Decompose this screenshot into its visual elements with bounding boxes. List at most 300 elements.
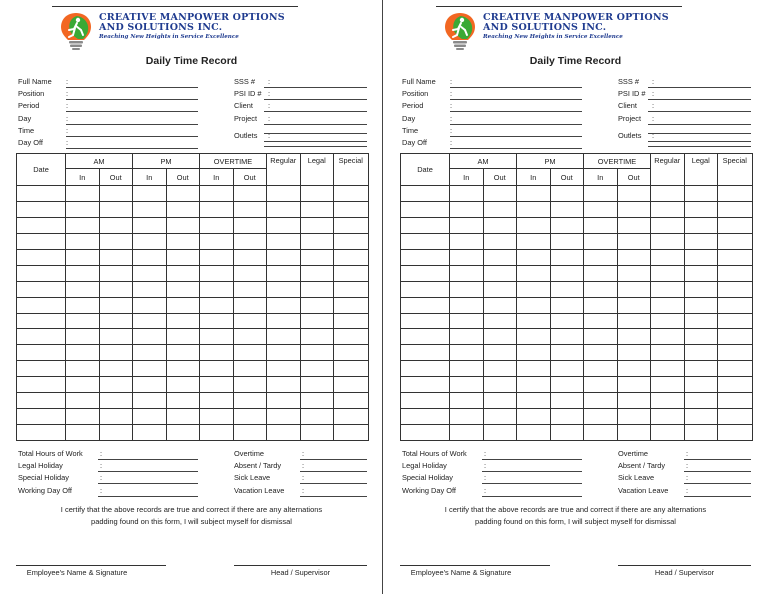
table-cell[interactable]	[651, 345, 685, 361]
table-cell[interactable]	[133, 297, 167, 313]
table-cell[interactable]	[66, 186, 100, 202]
table-cell[interactable]	[300, 186, 334, 202]
table-cell[interactable]	[200, 329, 234, 345]
table-cell[interactable]	[584, 361, 618, 377]
table-cell[interactable]	[99, 329, 133, 345]
table-cell[interactable]	[617, 201, 651, 217]
table-cell[interactable]	[651, 217, 685, 233]
table-cell[interactable]	[401, 345, 450, 361]
field-total-hours-of-work[interactable]	[482, 459, 582, 460]
table-cell[interactable]	[483, 297, 517, 313]
table-cell[interactable]	[334, 201, 369, 217]
table-cell[interactable]	[233, 265, 267, 281]
field-absent-tardy[interactable]	[684, 471, 751, 472]
table-cell[interactable]	[99, 201, 133, 217]
table-cell[interactable]	[584, 186, 618, 202]
supervisor-signature-line[interactable]	[234, 565, 367, 566]
table-cell[interactable]	[17, 409, 66, 425]
employee-signature-line[interactable]	[16, 565, 166, 566]
table-cell[interactable]	[401, 201, 450, 217]
table-cell[interactable]	[651, 281, 685, 297]
table-cell[interactable]	[66, 409, 100, 425]
table-cell[interactable]	[300, 313, 334, 329]
table-cell[interactable]	[550, 409, 584, 425]
table-cell[interactable]	[166, 281, 200, 297]
table-cell[interactable]	[300, 297, 334, 313]
field-client[interactable]	[648, 111, 751, 112]
table-cell[interactable]	[617, 297, 651, 313]
table-cell[interactable]	[334, 345, 369, 361]
table-cell[interactable]	[200, 265, 234, 281]
table-cell[interactable]	[517, 249, 551, 265]
table-cell[interactable]	[483, 425, 517, 441]
table-cell[interactable]	[651, 329, 685, 345]
table-cell[interactable]	[550, 377, 584, 393]
table-cell[interactable]	[718, 233, 753, 249]
table-cell[interactable]	[133, 201, 167, 217]
table-cell[interactable]	[99, 186, 133, 202]
table-cell[interactable]	[401, 186, 450, 202]
table-cell[interactable]	[17, 393, 66, 409]
table-cell[interactable]	[401, 217, 450, 233]
table-cell[interactable]	[401, 393, 450, 409]
table-cell[interactable]	[617, 393, 651, 409]
table-cell[interactable]	[483, 265, 517, 281]
table-cell[interactable]	[718, 393, 753, 409]
table-cell[interactable]	[450, 361, 484, 377]
table-cell[interactable]	[651, 377, 685, 393]
table-cell[interactable]	[300, 393, 334, 409]
table-cell[interactable]	[233, 377, 267, 393]
table-cell[interactable]	[617, 313, 651, 329]
table-cell[interactable]	[300, 409, 334, 425]
table-cell[interactable]	[99, 425, 133, 441]
table-cell[interactable]	[617, 233, 651, 249]
field-time[interactable]	[450, 136, 582, 137]
table-cell[interactable]	[334, 393, 369, 409]
table-cell[interactable]	[66, 425, 100, 441]
table-cell[interactable]	[233, 201, 267, 217]
field-position[interactable]	[66, 99, 198, 100]
table-cell[interactable]	[200, 393, 234, 409]
table-cell[interactable]	[267, 233, 301, 249]
table-cell[interactable]	[483, 217, 517, 233]
table-cell[interactable]	[651, 201, 685, 217]
table-cell[interactable]	[651, 361, 685, 377]
table-cell[interactable]	[584, 249, 618, 265]
table-cell[interactable]	[684, 297, 718, 313]
field-vacation-leave[interactable]	[684, 496, 751, 497]
table-cell[interactable]	[401, 265, 450, 281]
table-cell[interactable]	[718, 297, 753, 313]
table-cell[interactable]	[517, 281, 551, 297]
table-cell[interactable]	[483, 329, 517, 345]
table-cell[interactable]	[401, 233, 450, 249]
field-working-day-off[interactable]	[98, 496, 198, 497]
table-cell[interactable]	[66, 281, 100, 297]
table-cell[interactable]	[334, 409, 369, 425]
table-cell[interactable]	[651, 409, 685, 425]
table-cell[interactable]	[133, 249, 167, 265]
table-cell[interactable]	[166, 233, 200, 249]
table-cell[interactable]	[684, 361, 718, 377]
field-special-holiday[interactable]	[98, 483, 198, 484]
table-cell[interactable]	[17, 361, 66, 377]
table-cell[interactable]	[450, 297, 484, 313]
table-cell[interactable]	[133, 393, 167, 409]
table-cell[interactable]	[66, 377, 100, 393]
table-cell[interactable]	[166, 393, 200, 409]
table-cell[interactable]	[450, 329, 484, 345]
table-cell[interactable]	[517, 393, 551, 409]
table-cell[interactable]	[483, 249, 517, 265]
table-cell[interactable]	[133, 217, 167, 233]
field-absent-tardy[interactable]	[300, 471, 367, 472]
table-cell[interactable]	[233, 361, 267, 377]
table-cell[interactable]	[17, 265, 66, 281]
table-cell[interactable]	[133, 329, 167, 345]
table-cell[interactable]	[718, 186, 753, 202]
table-cell[interactable]	[483, 377, 517, 393]
table-cell[interactable]	[233, 313, 267, 329]
table-cell[interactable]	[617, 425, 651, 441]
field-outlets[interactable]	[648, 141, 751, 142]
table-cell[interactable]	[550, 281, 584, 297]
table-cell[interactable]	[17, 329, 66, 345]
table-cell[interactable]	[200, 425, 234, 441]
table-cell[interactable]	[684, 409, 718, 425]
table-cell[interactable]	[233, 217, 267, 233]
table-cell[interactable]	[233, 393, 267, 409]
field-total-hours-of-work[interactable]	[98, 459, 198, 460]
table-cell[interactable]	[550, 425, 584, 441]
table-cell[interactable]	[200, 297, 234, 313]
field-psi-id[interactable]	[648, 99, 751, 100]
table-cell[interactable]	[334, 297, 369, 313]
table-cell[interactable]	[684, 393, 718, 409]
table-cell[interactable]	[334, 329, 369, 345]
table-cell[interactable]	[267, 265, 301, 281]
table-cell[interactable]	[718, 377, 753, 393]
table-cell[interactable]	[166, 425, 200, 441]
table-cell[interactable]	[99, 217, 133, 233]
table-cell[interactable]	[517, 329, 551, 345]
table-cell[interactable]	[66, 329, 100, 345]
table-cell[interactable]	[617, 329, 651, 345]
table-cell[interactable]	[99, 313, 133, 329]
field-position[interactable]	[450, 99, 582, 100]
field-special-holiday[interactable]	[482, 483, 582, 484]
table-cell[interactable]	[584, 201, 618, 217]
table-cell[interactable]	[651, 265, 685, 281]
table-cell[interactable]	[233, 281, 267, 297]
table-cell[interactable]	[66, 217, 100, 233]
table-cell[interactable]	[550, 361, 584, 377]
field-outlets-line-2[interactable]	[264, 133, 367, 134]
field-vacation-leave[interactable]	[300, 496, 367, 497]
table-cell[interactable]	[617, 409, 651, 425]
table-cell[interactable]	[99, 281, 133, 297]
table-cell[interactable]	[483, 393, 517, 409]
table-cell[interactable]	[233, 409, 267, 425]
table-cell[interactable]	[17, 297, 66, 313]
table-cell[interactable]	[66, 361, 100, 377]
table-cell[interactable]	[99, 297, 133, 313]
field-day-off[interactable]	[450, 148, 582, 149]
table-cell[interactable]	[450, 281, 484, 297]
table-cell[interactable]	[200, 186, 234, 202]
table-cell[interactable]	[517, 377, 551, 393]
table-cell[interactable]	[267, 217, 301, 233]
table-cell[interactable]	[334, 377, 369, 393]
table-cell[interactable]	[718, 201, 753, 217]
table-cell[interactable]	[267, 186, 301, 202]
table-cell[interactable]	[550, 313, 584, 329]
table-cell[interactable]	[166, 186, 200, 202]
field-sick-leave[interactable]	[684, 483, 751, 484]
table-cell[interactable]	[584, 297, 618, 313]
table-cell[interactable]	[133, 377, 167, 393]
table-cell[interactable]	[684, 201, 718, 217]
table-cell[interactable]	[133, 425, 167, 441]
table-cell[interactable]	[651, 249, 685, 265]
table-cell[interactable]	[584, 281, 618, 297]
table-cell[interactable]	[300, 217, 334, 233]
table-cell[interactable]	[517, 217, 551, 233]
table-cell[interactable]	[133, 233, 167, 249]
table-cell[interactable]	[200, 201, 234, 217]
table-cell[interactable]	[300, 329, 334, 345]
field-outlets-line-3[interactable]	[648, 146, 751, 147]
table-cell[interactable]	[718, 345, 753, 361]
table-cell[interactable]	[517, 233, 551, 249]
field-overtime[interactable]	[300, 459, 367, 460]
table-cell[interactable]	[66, 345, 100, 361]
field-working-day-off[interactable]	[482, 496, 582, 497]
table-cell[interactable]	[66, 265, 100, 281]
table-cell[interactable]	[483, 345, 517, 361]
table-cell[interactable]	[99, 345, 133, 361]
table-cell[interactable]	[66, 233, 100, 249]
table-cell[interactable]	[17, 313, 66, 329]
table-cell[interactable]	[483, 313, 517, 329]
table-cell[interactable]	[517, 425, 551, 441]
table-cell[interactable]	[651, 186, 685, 202]
table-cell[interactable]	[584, 233, 618, 249]
table-cell[interactable]	[550, 233, 584, 249]
field-legal-holiday[interactable]	[98, 471, 198, 472]
table-cell[interactable]	[200, 361, 234, 377]
table-cell[interactable]	[66, 297, 100, 313]
table-cell[interactable]	[133, 345, 167, 361]
table-cell[interactable]	[300, 265, 334, 281]
table-cell[interactable]	[133, 265, 167, 281]
table-cell[interactable]	[267, 249, 301, 265]
field-time[interactable]	[66, 136, 198, 137]
table-cell[interactable]	[267, 329, 301, 345]
table-cell[interactable]	[483, 281, 517, 297]
table-cell[interactable]	[334, 249, 369, 265]
table-cell[interactable]	[584, 313, 618, 329]
table-cell[interactable]	[99, 265, 133, 281]
table-cell[interactable]	[450, 186, 484, 202]
table-cell[interactable]	[401, 329, 450, 345]
table-cell[interactable]	[584, 409, 618, 425]
table-cell[interactable]	[718, 281, 753, 297]
table-cell[interactable]	[617, 281, 651, 297]
table-cell[interactable]	[584, 345, 618, 361]
table-cell[interactable]	[517, 409, 551, 425]
table-cell[interactable]	[617, 345, 651, 361]
table-cell[interactable]	[66, 313, 100, 329]
table-cell[interactable]	[450, 393, 484, 409]
table-cell[interactable]	[166, 249, 200, 265]
table-cell[interactable]	[267, 377, 301, 393]
field-full-name[interactable]	[66, 87, 198, 88]
table-cell[interactable]	[401, 377, 450, 393]
field-period[interactable]	[450, 111, 582, 112]
table-cell[interactable]	[17, 201, 66, 217]
table-cell[interactable]	[684, 281, 718, 297]
table-cell[interactable]	[450, 409, 484, 425]
table-cell[interactable]	[718, 425, 753, 441]
table-cell[interactable]	[684, 425, 718, 441]
table-cell[interactable]	[166, 361, 200, 377]
table-cell[interactable]	[718, 265, 753, 281]
supervisor-signature-line[interactable]	[618, 565, 751, 566]
field-full-name[interactable]	[450, 87, 582, 88]
table-cell[interactable]	[200, 377, 234, 393]
table-cell[interactable]	[300, 361, 334, 377]
table-cell[interactable]	[99, 377, 133, 393]
table-cell[interactable]	[233, 297, 267, 313]
table-cell[interactable]	[651, 393, 685, 409]
table-cell[interactable]	[17, 345, 66, 361]
table-cell[interactable]	[517, 361, 551, 377]
table-cell[interactable]	[233, 345, 267, 361]
table-cell[interactable]	[450, 345, 484, 361]
table-cell[interactable]	[550, 265, 584, 281]
table-cell[interactable]	[450, 201, 484, 217]
table-cell[interactable]	[718, 249, 753, 265]
table-cell[interactable]	[17, 425, 66, 441]
table-cell[interactable]	[718, 329, 753, 345]
table-cell[interactable]	[483, 201, 517, 217]
table-cell[interactable]	[617, 249, 651, 265]
table-cell[interactable]	[17, 377, 66, 393]
table-cell[interactable]	[166, 345, 200, 361]
table-cell[interactable]	[267, 201, 301, 217]
table-cell[interactable]	[66, 249, 100, 265]
table-cell[interactable]	[334, 265, 369, 281]
table-cell[interactable]	[617, 361, 651, 377]
table-cell[interactable]	[99, 249, 133, 265]
table-cell[interactable]	[550, 201, 584, 217]
table-cell[interactable]	[334, 425, 369, 441]
table-cell[interactable]	[17, 281, 66, 297]
table-cell[interactable]	[718, 217, 753, 233]
table-cell[interactable]	[300, 345, 334, 361]
table-cell[interactable]	[584, 377, 618, 393]
table-cell[interactable]	[267, 297, 301, 313]
table-cell[interactable]	[300, 377, 334, 393]
table-cell[interactable]	[233, 233, 267, 249]
field-client[interactable]	[264, 111, 367, 112]
table-cell[interactable]	[517, 345, 551, 361]
table-cell[interactable]	[617, 217, 651, 233]
field-overtime[interactable]	[684, 459, 751, 460]
table-cell[interactable]	[300, 233, 334, 249]
table-cell[interactable]	[66, 393, 100, 409]
table-cell[interactable]	[166, 297, 200, 313]
table-cell[interactable]	[267, 345, 301, 361]
field-outlets-line-2[interactable]	[648, 133, 751, 134]
table-cell[interactable]	[483, 233, 517, 249]
table-cell[interactable]	[267, 425, 301, 441]
table-cell[interactable]	[334, 281, 369, 297]
table-cell[interactable]	[200, 313, 234, 329]
table-cell[interactable]	[617, 265, 651, 281]
table-cell[interactable]	[401, 281, 450, 297]
table-cell[interactable]	[99, 361, 133, 377]
table-cell[interactable]	[450, 249, 484, 265]
table-cell[interactable]	[550, 186, 584, 202]
table-cell[interactable]	[233, 249, 267, 265]
table-cell[interactable]	[718, 409, 753, 425]
table-cell[interactable]	[334, 186, 369, 202]
field-outlets-line-3[interactable]	[264, 146, 367, 147]
field-psi-id[interactable]	[264, 99, 367, 100]
table-cell[interactable]	[684, 265, 718, 281]
field-project[interactable]	[648, 124, 751, 125]
field-sss[interactable]	[648, 87, 751, 88]
table-cell[interactable]	[401, 249, 450, 265]
table-cell[interactable]	[233, 186, 267, 202]
table-cell[interactable]	[200, 281, 234, 297]
table-cell[interactable]	[684, 249, 718, 265]
table-cell[interactable]	[550, 393, 584, 409]
table-cell[interactable]	[550, 217, 584, 233]
table-cell[interactable]	[401, 409, 450, 425]
table-cell[interactable]	[684, 377, 718, 393]
table-cell[interactable]	[517, 265, 551, 281]
table-cell[interactable]	[334, 313, 369, 329]
table-cell[interactable]	[17, 249, 66, 265]
table-cell[interactable]	[517, 297, 551, 313]
table-cell[interactable]	[483, 409, 517, 425]
table-cell[interactable]	[401, 425, 450, 441]
table-cell[interactable]	[300, 249, 334, 265]
field-outlets[interactable]	[264, 141, 367, 142]
table-cell[interactable]	[450, 217, 484, 233]
table-cell[interactable]	[450, 425, 484, 441]
table-cell[interactable]	[550, 249, 584, 265]
table-cell[interactable]	[651, 233, 685, 249]
table-cell[interactable]	[584, 393, 618, 409]
table-cell[interactable]	[684, 329, 718, 345]
table-cell[interactable]	[267, 409, 301, 425]
table-cell[interactable]	[550, 329, 584, 345]
table-cell[interactable]	[334, 233, 369, 249]
table-cell[interactable]	[450, 233, 484, 249]
field-day[interactable]	[450, 124, 582, 125]
table-cell[interactable]	[166, 201, 200, 217]
table-cell[interactable]	[166, 377, 200, 393]
table-cell[interactable]	[550, 345, 584, 361]
table-cell[interactable]	[300, 425, 334, 441]
table-cell[interactable]	[267, 281, 301, 297]
table-cell[interactable]	[517, 201, 551, 217]
